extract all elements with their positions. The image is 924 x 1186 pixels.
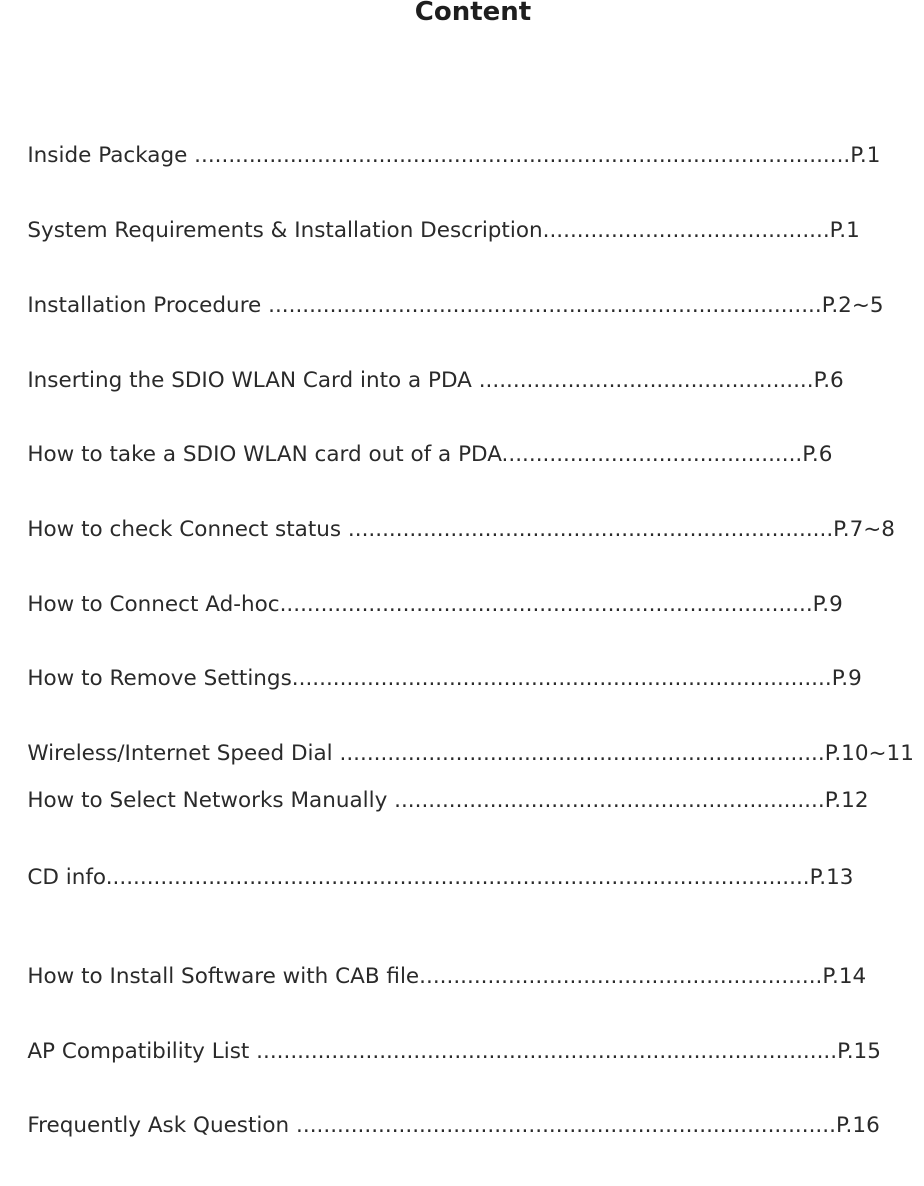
toc-page-number: P.7~8 [833, 517, 895, 542]
toc-entry-label: Inserting the SDIO WLAN Card into a PDA [27, 368, 479, 393]
toc-entry-faq[interactable] [0, 1066, 880, 1138]
toc-entry-inserting-card[interactable] [0, 321, 844, 393]
toc-entry-inside-package[interactable] [0, 96, 881, 168]
toc-page-number: P.2~5 [821, 293, 884, 318]
toc-page-number: P.6 [813, 368, 844, 393]
toc-entry-connect-status[interactable] [0, 470, 895, 542]
toc-page-number: P.1 [829, 218, 860, 243]
toc-dot-leader: ............................................ [501, 442, 803, 467]
toc-entry-label: How to Install Software with CAB file [27, 964, 420, 989]
toc-dot-leader: ............................................................................... [296, 1113, 836, 1138]
toc-page-number: P.6 [802, 442, 833, 467]
toc-entry-label: How to Select Networks Manually [27, 788, 395, 813]
toc-entry-label: Wireless/Internet Speed Dial [27, 741, 340, 766]
toc-dot-leader: ....................................................................... [347, 517, 834, 542]
toc-dot-leader: ................................................. [478, 368, 814, 393]
toc-entry-removing-card[interactable] [0, 395, 833, 467]
toc-entry-label: System Requirements & Installation Description [27, 218, 543, 243]
toc-page-number: P.9 [812, 592, 843, 617]
toc-page-number: P.9 [831, 666, 862, 691]
toc-dot-leader: ............................................................... [394, 788, 825, 813]
toc-dot-leader: ................................................................................................ [194, 143, 851, 168]
toc-page-number: P.1 [850, 143, 881, 168]
toc-entry-system-requirements[interactable] [0, 171, 860, 243]
toc-entry-installation-procedure[interactable] [0, 246, 884, 318]
toc-entry-cd-info[interactable] [0, 818, 854, 890]
toc-page-number: P.10~11 [824, 741, 914, 766]
toc-entry-label: How to take a SDIO WLAN card out of a PDA [27, 442, 502, 467]
toc-page-number: P.16 [835, 1113, 880, 1138]
toc-dot-leader: ....................................................................................................... [105, 865, 810, 890]
toc-entry-connect-adhoc[interactable] [0, 545, 843, 617]
toc-entry-select-networks[interactable] [0, 741, 869, 813]
toc-page-number: P.15 [837, 1039, 881, 1064]
toc-entry-label: Frequently Ask Question [27, 1113, 297, 1138]
toc-page-number: P.13 [809, 865, 854, 890]
toc-dot-leader: ........................................................... [419, 964, 823, 989]
toc-dot-leader: ............................................................................... [291, 666, 832, 691]
toc-dot-leader: .............................................................................. [279, 592, 813, 617]
toc-entry-cab-install[interactable] [0, 917, 867, 989]
toc-page-number: P.12 [824, 788, 869, 813]
toc-entry-remove-settings[interactable] [0, 619, 862, 691]
page-title: Content [414, 0, 532, 27]
toc-dot-leader: ....................................................................... [339, 741, 825, 766]
toc-entry-label: Installation Procedure [27, 293, 269, 318]
toc-entry-label: How to Remove Settings [27, 666, 292, 691]
toc-entry-label: AP Compatibility List [27, 1039, 257, 1064]
toc-entry-label: Inside Package [27, 143, 195, 168]
toc-entry-label: CD info [27, 865, 106, 890]
toc-dot-leader: .......................................... [542, 218, 830, 243]
toc-entry-ap-compatibility[interactable] [0, 992, 881, 1064]
toc-page-number: P.14 [822, 964, 867, 989]
toc-entry-label: How to check Connect status [27, 517, 348, 542]
toc-entry-speed-dial[interactable] [0, 694, 914, 766]
toc-dot-leader: ................................................................................. [268, 293, 822, 318]
toc-entry-label: How to Connect Ad-hoc [27, 592, 280, 617]
toc-dot-leader: ..................................................................................... [256, 1039, 838, 1064]
